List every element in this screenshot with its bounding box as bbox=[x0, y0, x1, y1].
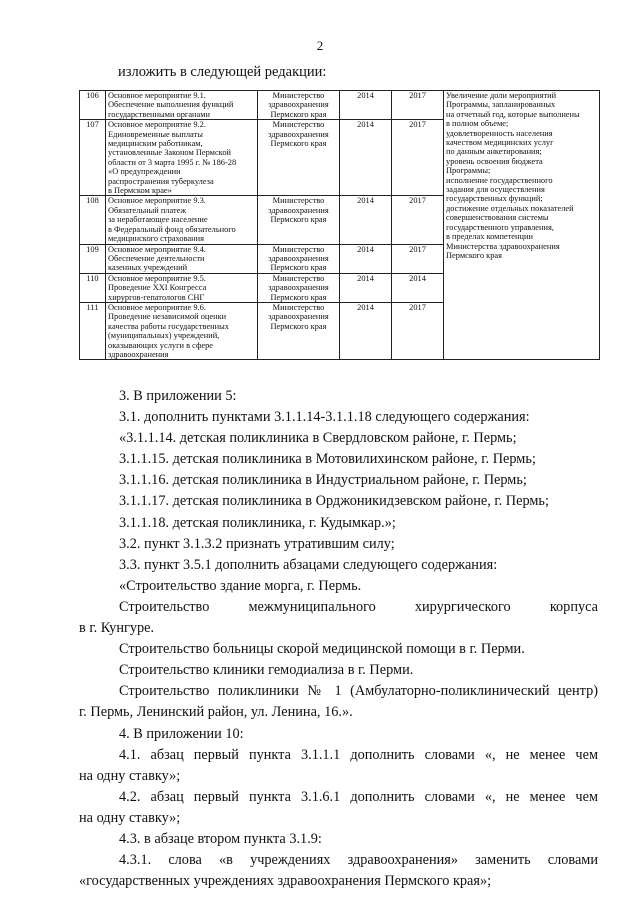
event-line: Проведение независимой оценки bbox=[108, 312, 227, 322]
page-number: 2 bbox=[316, 38, 324, 53]
event-line: области от 3 марта 1995 г. № 186-28 bbox=[108, 157, 237, 167]
event-line: Проведение XXI Конгресса bbox=[108, 283, 207, 293]
event-cell bbox=[106, 273, 258, 302]
event-line: Основное мероприятие 9.6. bbox=[108, 302, 206, 312]
executor-line: Министерство bbox=[272, 302, 325, 312]
end-year: 2017 bbox=[392, 244, 444, 273]
paragraph: Строительство клиники гемодиализа в г. Перми. bbox=[119, 662, 414, 679]
event-line: Основное мероприятие 9.3. bbox=[108, 196, 206, 206]
event-cell bbox=[106, 196, 258, 244]
paragraph: 4. В приложении 10: bbox=[119, 725, 244, 742]
row-number: 110 bbox=[80, 273, 106, 302]
end-year: 2017 bbox=[392, 91, 444, 120]
result-line: государственных функций; bbox=[446, 194, 543, 204]
event-line: Основное мероприятие 9.2. bbox=[108, 120, 206, 130]
result-line: уровень освоения бюджета bbox=[446, 156, 543, 166]
event-line: установленные Законом Пермской bbox=[108, 148, 231, 158]
event-line: здравоохранения bbox=[108, 349, 169, 359]
event-line: Обеспечение выполнения функций bbox=[108, 100, 234, 110]
event-line: Основное мероприятие 9.5. bbox=[108, 273, 206, 283]
executor-line: здравоохранения bbox=[268, 100, 329, 110]
paragraph: «государственных учреждениях здравоохранения Пермского края»; bbox=[79, 873, 492, 890]
executor-line: Пермского края bbox=[270, 263, 327, 273]
row-number: 111 bbox=[80, 302, 106, 359]
row-number: 108 bbox=[80, 196, 106, 244]
event-cell bbox=[106, 91, 258, 120]
paragraph: 3.1.1.16. детская поликлиника в Индустриальном районе, г. Пермь; bbox=[119, 472, 527, 489]
executor-line: Пермского края bbox=[270, 215, 327, 225]
paragraph: 4.3.1. слова «в учреждениях здравоохранения» заменить словами bbox=[119, 852, 598, 869]
event-line: казенных учреждений bbox=[108, 263, 188, 273]
measures-table bbox=[79, 90, 600, 360]
executor-line: Министерство bbox=[272, 244, 325, 254]
start-year: 2014 bbox=[340, 302, 392, 359]
paragraph: на одну ставку»; bbox=[79, 767, 181, 784]
executor-line: здравоохранения bbox=[268, 129, 329, 139]
result-line: исполнение государственного bbox=[446, 175, 553, 185]
paragraph: Строительство поликлиники № 1 (Амбулаторно-поликлинический центр) bbox=[119, 683, 598, 700]
paragraph: 3.1.1.17. детская поликлиника в Орджоникидзевском районе, г. Пермь; bbox=[119, 493, 549, 510]
event-line: «О предупреждении bbox=[108, 167, 181, 177]
start-year: 2014 bbox=[340, 120, 392, 196]
result-line: по данным анкетирования; bbox=[446, 147, 542, 157]
event-line: в Федеральный фонд обязательного bbox=[108, 224, 236, 234]
event-line: в Пермском крае» bbox=[108, 186, 172, 196]
result-line: Увеличение доли мероприятий bbox=[446, 91, 557, 100]
paragraph: 3.3. пункт 3.5.1 дополнить абзацами следующего содержания: bbox=[119, 556, 498, 573]
result-line: в полном объеме; bbox=[446, 119, 509, 129]
start-year: 2014 bbox=[340, 244, 392, 273]
paragraph: 4.1. абзац первый пункта 3.1.1.1 дополнить словами «, не менее чем bbox=[119, 746, 598, 763]
table-row bbox=[80, 91, 600, 120]
event-line: государственными органами bbox=[108, 109, 211, 119]
paragraph: в г. Кунгуре. bbox=[79, 620, 155, 637]
result-line: государственного управления, bbox=[446, 222, 554, 232]
end-year: 2017 bbox=[392, 196, 444, 244]
paragraph: 4.3. в абзаце втором пункта 3.1.9: bbox=[119, 830, 322, 847]
executor-cell bbox=[258, 91, 340, 120]
row-number: 107 bbox=[80, 120, 106, 196]
result-line: Программы; bbox=[446, 166, 491, 176]
event-cell bbox=[106, 244, 258, 273]
paragraph: 3.1.1.15. детская поликлиника в Мотовилихинском районе, г. Пермь; bbox=[119, 451, 536, 468]
event-line: распространения туберкулеза bbox=[108, 176, 214, 186]
result-line: Программы, запланированных bbox=[446, 100, 556, 110]
event-line: Обеспечение деятельности bbox=[108, 253, 205, 263]
paragraph: на одну ставку»; bbox=[79, 809, 181, 826]
executor-line: Пермского края bbox=[270, 321, 327, 331]
executor-line: Пермского края bbox=[270, 292, 327, 302]
result-line: на отчетный год, которые выполнены bbox=[446, 109, 580, 119]
event-line: Обязательный платеж bbox=[108, 205, 187, 215]
executor-line: здравоохранения bbox=[268, 312, 329, 322]
paragraph: 3. В приложении 5: bbox=[119, 388, 237, 404]
executor-line: здравоохранения bbox=[268, 205, 329, 215]
result-line: удовлетворенность населения bbox=[446, 128, 553, 138]
paragraph: 3.2. пункт 3.1.3.2 признать утратившим силу; bbox=[119, 535, 395, 552]
paragraph: Строительство межмуниципального хирургического корпуса bbox=[119, 598, 598, 615]
paragraph: 4.2. абзац первый пункта 3.1.6.1 дополнить словами «, не менее чем bbox=[119, 788, 598, 805]
result-line: задания для осуществления bbox=[446, 185, 545, 195]
event-line: (муниципальных) учреждений, bbox=[108, 331, 220, 341]
result-line: Министерства здравоохранения bbox=[446, 241, 560, 251]
result-line: совершенствования системы bbox=[446, 213, 549, 223]
executor-line: здравоохранения bbox=[268, 253, 329, 263]
end-year: 2017 bbox=[392, 120, 444, 196]
executor-line: Министерство bbox=[272, 196, 325, 206]
result-line: достижение отдельных показателей bbox=[446, 203, 574, 213]
event-line: оказывающих услуги в сфере bbox=[108, 340, 214, 350]
executor-cell bbox=[258, 273, 340, 302]
event-line: за неработающее население bbox=[108, 215, 208, 225]
executor-line: Пермского края bbox=[270, 139, 327, 149]
start-year: 2014 bbox=[340, 196, 392, 244]
result-line: качеством медицинских услуг bbox=[446, 138, 554, 148]
row-number: 109 bbox=[80, 244, 106, 273]
expected-results-cell bbox=[444, 91, 600, 360]
result-line: в пределах компетенции bbox=[446, 232, 533, 242]
executor-cell bbox=[258, 302, 340, 359]
row-number: 106 bbox=[80, 91, 106, 120]
paragraph: Строительство больницы скорой медицинской помощи в г. Перми. bbox=[119, 641, 525, 658]
paragraph: 3.1.1.18. детская поликлиника, г. Кудымкар.»; bbox=[119, 514, 396, 531]
executor-cell bbox=[258, 120, 340, 196]
event-line: Основное мероприятие 9.4. bbox=[108, 244, 206, 254]
executor-line: Министерство bbox=[272, 120, 325, 130]
executor-line: здравоохранения bbox=[268, 283, 329, 293]
paragraph: 3.1. дополнить пунктами 3.1.1.14-3.1.1.18 следующего содержания: bbox=[119, 409, 530, 426]
result-line: Пермского края bbox=[446, 250, 503, 260]
executor-line: Министерство bbox=[272, 273, 325, 283]
paragraph: г. Пермь, Ленинский район, ул. Ленина, 16.». bbox=[79, 704, 353, 721]
document-body bbox=[79, 386, 598, 892]
end-year: 2014 bbox=[392, 273, 444, 302]
event-cell bbox=[106, 120, 258, 196]
event-line: хирургов-гепатологов СНГ bbox=[108, 292, 205, 302]
paragraph: «3.1.1.14. детская поликлиника в Свердловском районе, г. Пермь; bbox=[119, 430, 517, 447]
measures-table-body bbox=[80, 91, 600, 360]
start-year: 2014 bbox=[340, 91, 392, 120]
executor-cell bbox=[258, 196, 340, 244]
event-line: медицинским работникам, bbox=[108, 139, 203, 149]
intro-line: изложить в следующей редакции: bbox=[118, 64, 327, 80]
event-cell bbox=[106, 302, 258, 359]
executor-line: Пермского края bbox=[270, 109, 327, 119]
event-line: Единовременные выплаты bbox=[108, 129, 203, 139]
event-line: медицинского страхования bbox=[108, 234, 204, 244]
event-line: качества работы государственных bbox=[108, 321, 229, 331]
end-year: 2017 bbox=[392, 302, 444, 359]
start-year: 2014 bbox=[340, 273, 392, 302]
paragraph: «Строительство здание морга, г. Пермь. bbox=[119, 577, 362, 594]
executor-cell bbox=[258, 244, 340, 273]
event-line: Основное мероприятие 9.1. bbox=[108, 91, 206, 100]
executor-line: Министерство bbox=[272, 91, 325, 100]
